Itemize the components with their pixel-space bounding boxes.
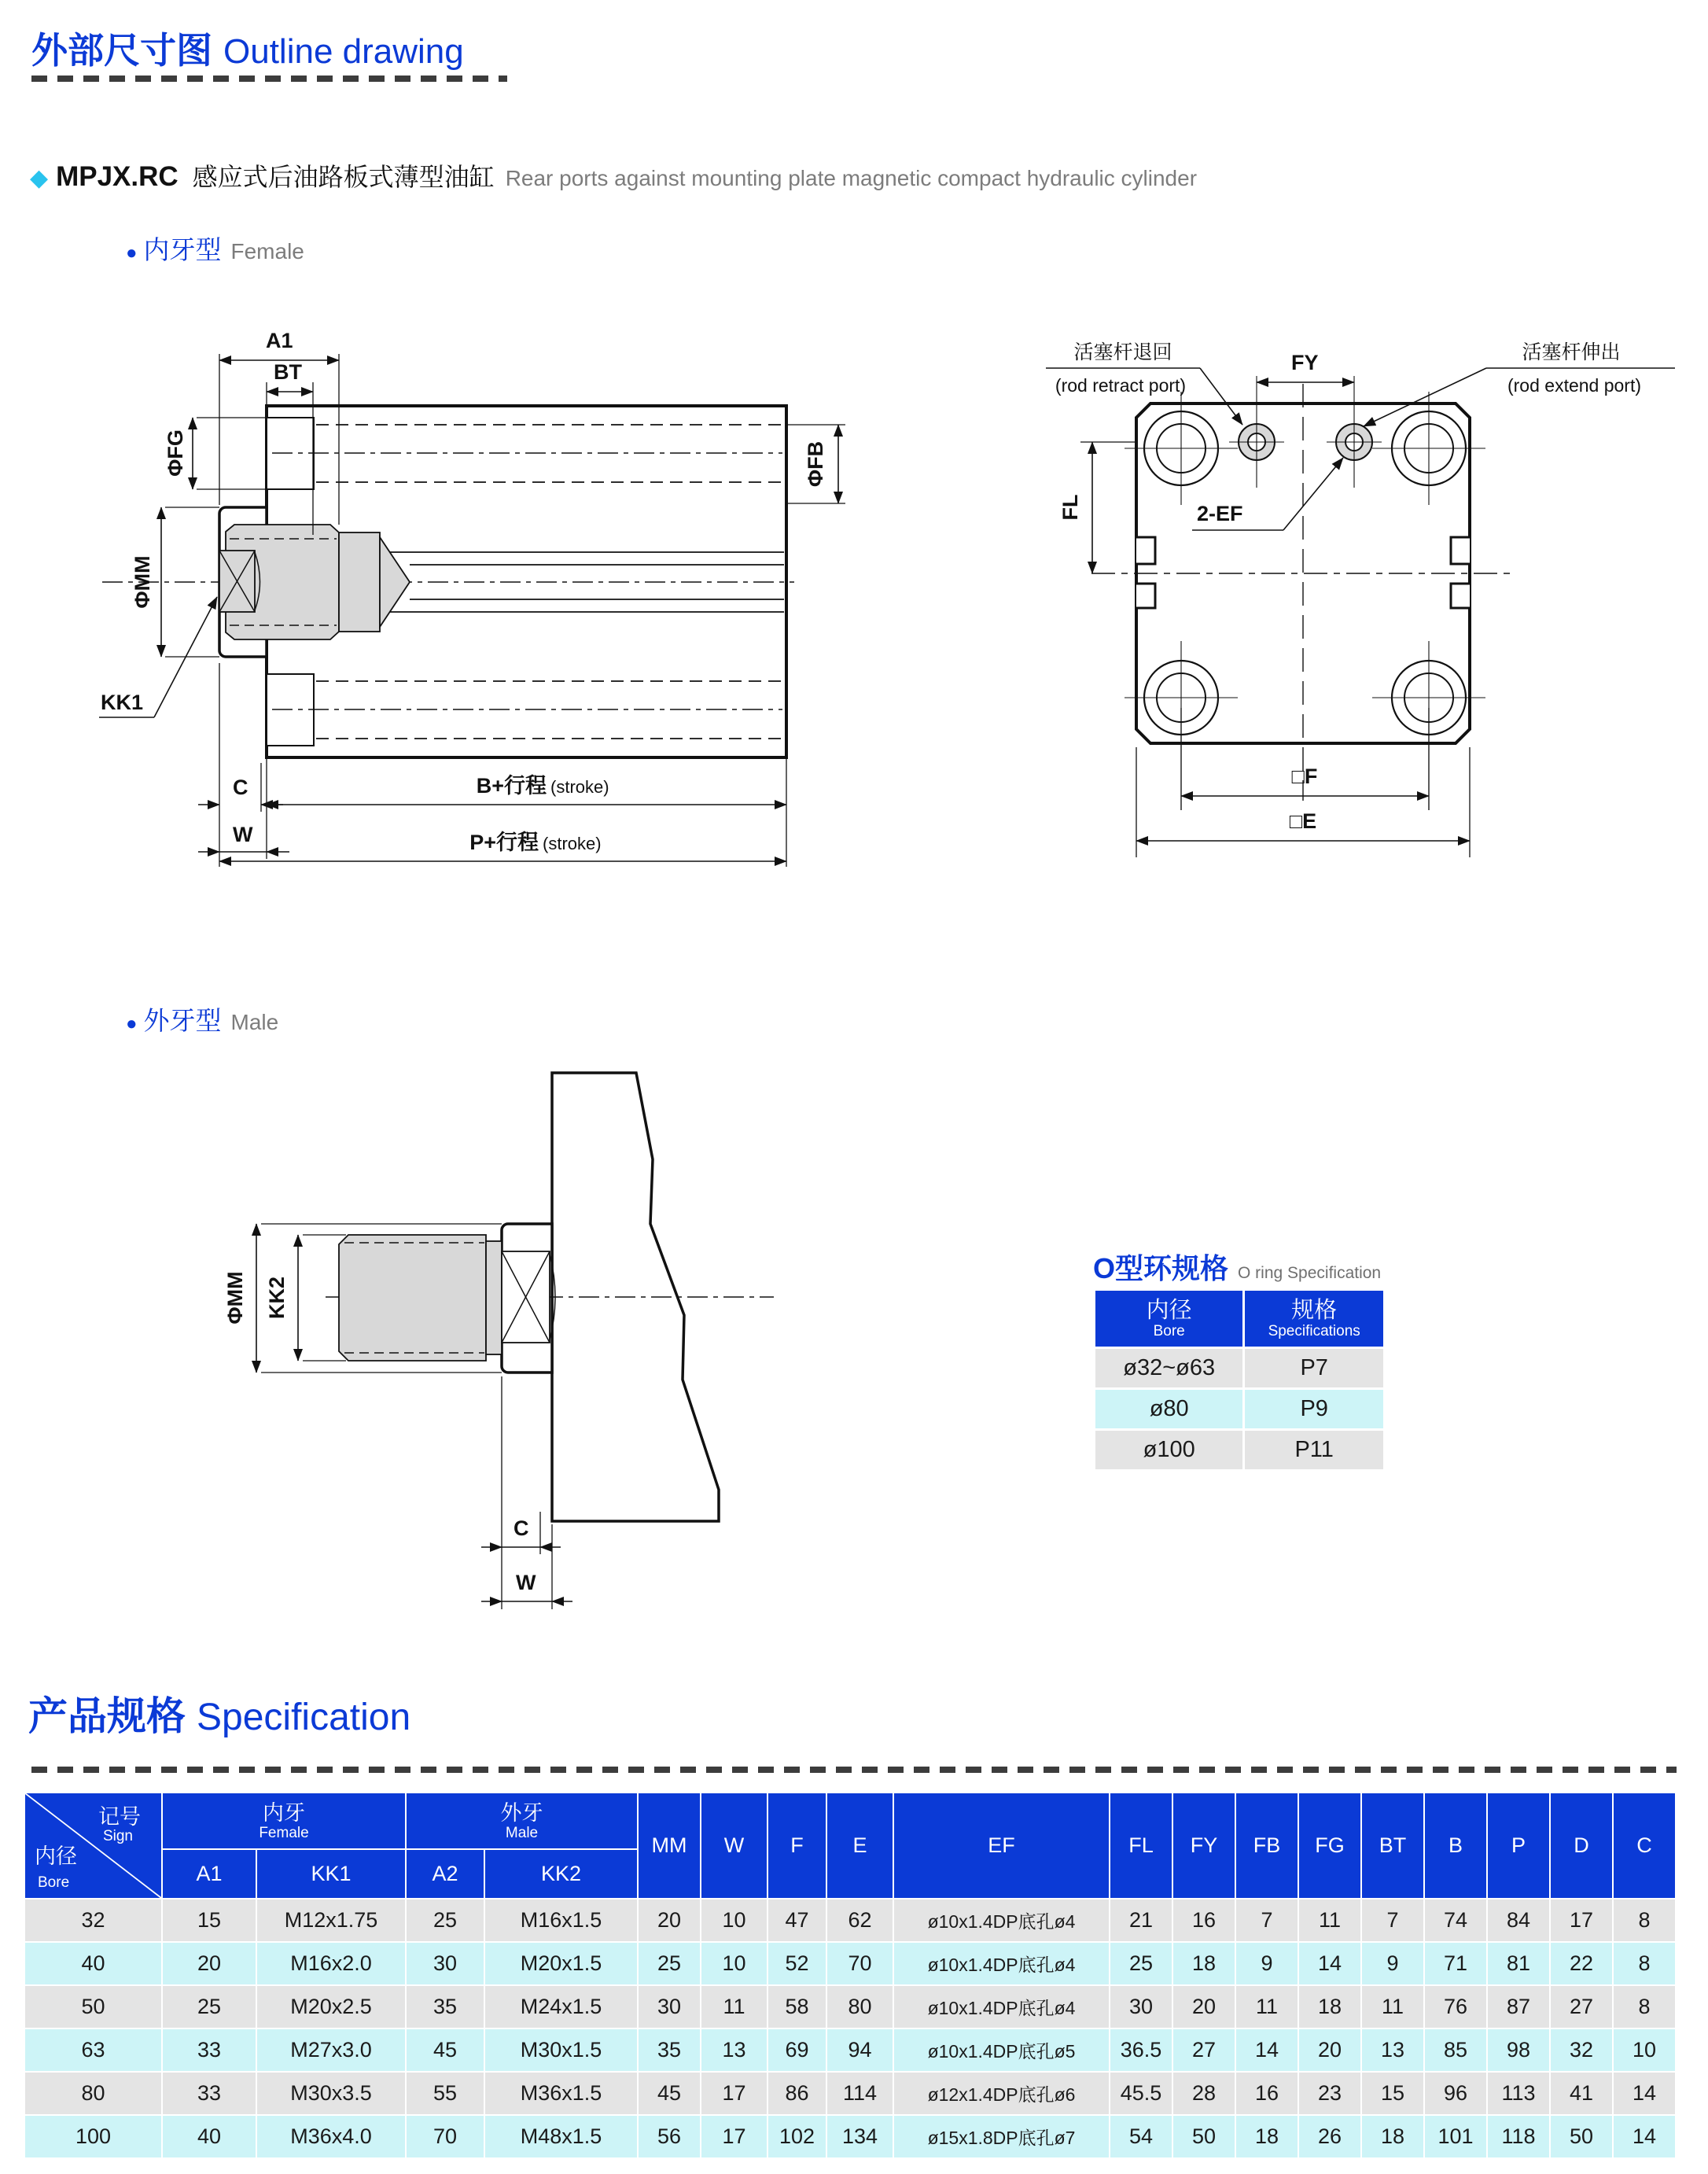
spec-col-ef: EF — [893, 1793, 1110, 1899]
model-subtitle — [30, 157, 1197, 193]
section-female-zh: 内牙型 — [143, 235, 222, 264]
c-dim-label-male: C — [514, 1516, 529, 1540]
section-male-zh: 外牙型 — [143, 1006, 222, 1035]
bt-dim-label: BT — [274, 360, 302, 384]
p-stroke-label-en: (stroke) — [543, 834, 602, 853]
rod-retract-label-en: (rod retract port) — [1055, 375, 1187, 396]
spec-col-d: D — [1550, 1793, 1613, 1899]
section-male-en: Male — [230, 1010, 279, 1034]
spec-col-fl: FL — [1110, 1793, 1172, 1899]
bullet-icon: ● — [126, 1013, 138, 1034]
spec-row-63: 63 33 M27x3.0 45 M30x1.5 35 13 69 94 ø10x1.4DP底孔ø5 36.5 27 14 20 13 85 98 32 10 — [24, 2028, 1676, 2072]
oring-title — [1093, 1247, 1381, 1287]
mm-dim-label-male: ΦMM — [223, 1271, 247, 1325]
title-divider — [31, 76, 507, 82]
oring-row: ø100 P11 — [1095, 1430, 1385, 1471]
page-title-zh: 外部尺寸图 — [31, 30, 212, 71]
spec-title-en: Specification — [197, 1697, 411, 1738]
spec-row-100: 100 40 M36x4.0 70 M48x1.5 56 17 102 134 ø15x1.8DP底孔ø7 54 50 18 26 18 101 118 50 14 — [24, 2115, 1676, 2158]
oring-header-bore: 内径 Bore — [1095, 1290, 1244, 1348]
oring-row: ø80 P9 — [1095, 1389, 1385, 1430]
spec-row-50: 50 25 M20x2.5 35 M24x1.5 30 11 58 80 ø10x1.4DP底孔ø4 30 20 11 18 11 76 87 27 8 — [24, 1985, 1676, 2028]
spec-col-f: F — [767, 1793, 826, 1899]
spec-col-fy: FY — [1172, 1793, 1235, 1899]
spec-subcol-a2: A2 — [406, 1849, 484, 1899]
spec-subcol-kk2: KK2 — [484, 1849, 638, 1899]
kk1-label: KK1 — [101, 691, 144, 714]
bullet-icon: ● — [126, 242, 138, 263]
spec-col-p: P — [1487, 1793, 1550, 1899]
section-male-heading — [126, 1000, 278, 1037]
spec-title — [28, 1685, 410, 1741]
spec-row-40: 40 20 M16x2.0 30 M20x1.5 25 10 52 70 ø10x1.4DP底孔ø4 25 18 9 14 9 71 81 22 8 — [24, 1942, 1676, 1985]
spec-col-c: C — [1613, 1793, 1676, 1899]
b-stroke-label-en: (stroke) — [550, 777, 609, 797]
oring-title-zh: O型环规格 — [1093, 1252, 1229, 1284]
spec-row-32: 32 15 M12x1.75 25 M16x1.5 20 10 47 62 ø10x1.4DP底孔ø4 21 16 7 11 7 74 84 17 8 — [24, 1899, 1676, 1942]
w-dim-label-male: W — [516, 1571, 536, 1594]
spec-table — [24, 1792, 1677, 2159]
fl-dim-label: FL — [1058, 494, 1082, 521]
rod-extend-label-en: (rod extend port) — [1507, 375, 1642, 396]
w-dim-label: W — [233, 823, 253, 846]
section-female-en: Female — [230, 239, 304, 263]
oring-table — [1093, 1288, 1386, 1472]
page-title-en: Outline drawing — [223, 32, 464, 71]
spec-subcol-kk1: KK1 — [256, 1849, 406, 1899]
sq-e-dim-label: □E — [1289, 809, 1317, 833]
male-view-drawing — [189, 1046, 818, 1644]
spec-group-female: 内牙 Female — [162, 1793, 406, 1849]
oring-row: ø32~ø63 P7 — [1095, 1348, 1385, 1389]
spec-corner-cell: 记号 Sign 内径 Bore — [24, 1793, 162, 1899]
female-side-view-drawing — [79, 299, 865, 881]
section-female-heading — [126, 230, 304, 267]
spec-col-mm: MM — [638, 1793, 701, 1899]
spec-col-bt: BT — [1361, 1793, 1424, 1899]
a1-dim-label: A1 — [266, 329, 293, 352]
model-desc-zh: 感应式后油路板式薄型油缸 — [192, 163, 495, 191]
spec-col-fg: FG — [1298, 1793, 1361, 1899]
spec-col-w: W — [701, 1793, 767, 1899]
spec-subcol-a1: A1 — [162, 1849, 256, 1899]
rod-extend-label-zh: 活塞杆伸出 — [1522, 341, 1621, 363]
spec-row-80: 80 33 M30x3.5 55 M36x1.5 45 17 86 114 ø12x1.4DP底孔ø6 45.5 28 16 23 15 96 113 41 14 — [24, 2072, 1676, 2115]
mm-dim-label: ΦMM — [131, 555, 154, 609]
two-ef-label: 2-EF — [1197, 502, 1243, 525]
spec-divider — [31, 1767, 1677, 1773]
fb-dim-label: ΦFB — [804, 440, 827, 488]
diamond-icon: ◆ — [30, 165, 49, 191]
female-front-view-drawing — [1046, 338, 1675, 889]
fy-dim-label: FY — [1291, 351, 1319, 374]
sq-f-dim-label: □F — [1291, 765, 1318, 788]
page-title — [31, 22, 464, 74]
model-code: MPJX.RC — [56, 161, 179, 192]
oring-header-spec: 规格 Specifications — [1244, 1290, 1385, 1348]
model-desc-en: Rear ports against mounting plate magnetic compact hydraulic cylinder — [505, 166, 1198, 190]
spec-col-fb: FB — [1235, 1793, 1298, 1899]
p-stroke-label-zh: P+行程 — [469, 831, 539, 854]
c-dim-label: C — [233, 776, 248, 799]
spec-col-e: E — [826, 1793, 893, 1899]
b-stroke-label-zh: B+行程 — [476, 774, 547, 798]
spec-col-b: B — [1424, 1793, 1487, 1899]
spec-title-zh: 产品规格 — [28, 1694, 186, 1738]
kk2-dim-label: KK2 — [265, 1276, 289, 1320]
oring-title-en: O ring Specification — [1238, 1264, 1382, 1282]
spec-group-male: 外牙 Male — [406, 1793, 638, 1849]
rod-retract-label-zh: 活塞杆退回 — [1073, 341, 1172, 363]
fg-dim-label: ΦFG — [164, 429, 187, 477]
